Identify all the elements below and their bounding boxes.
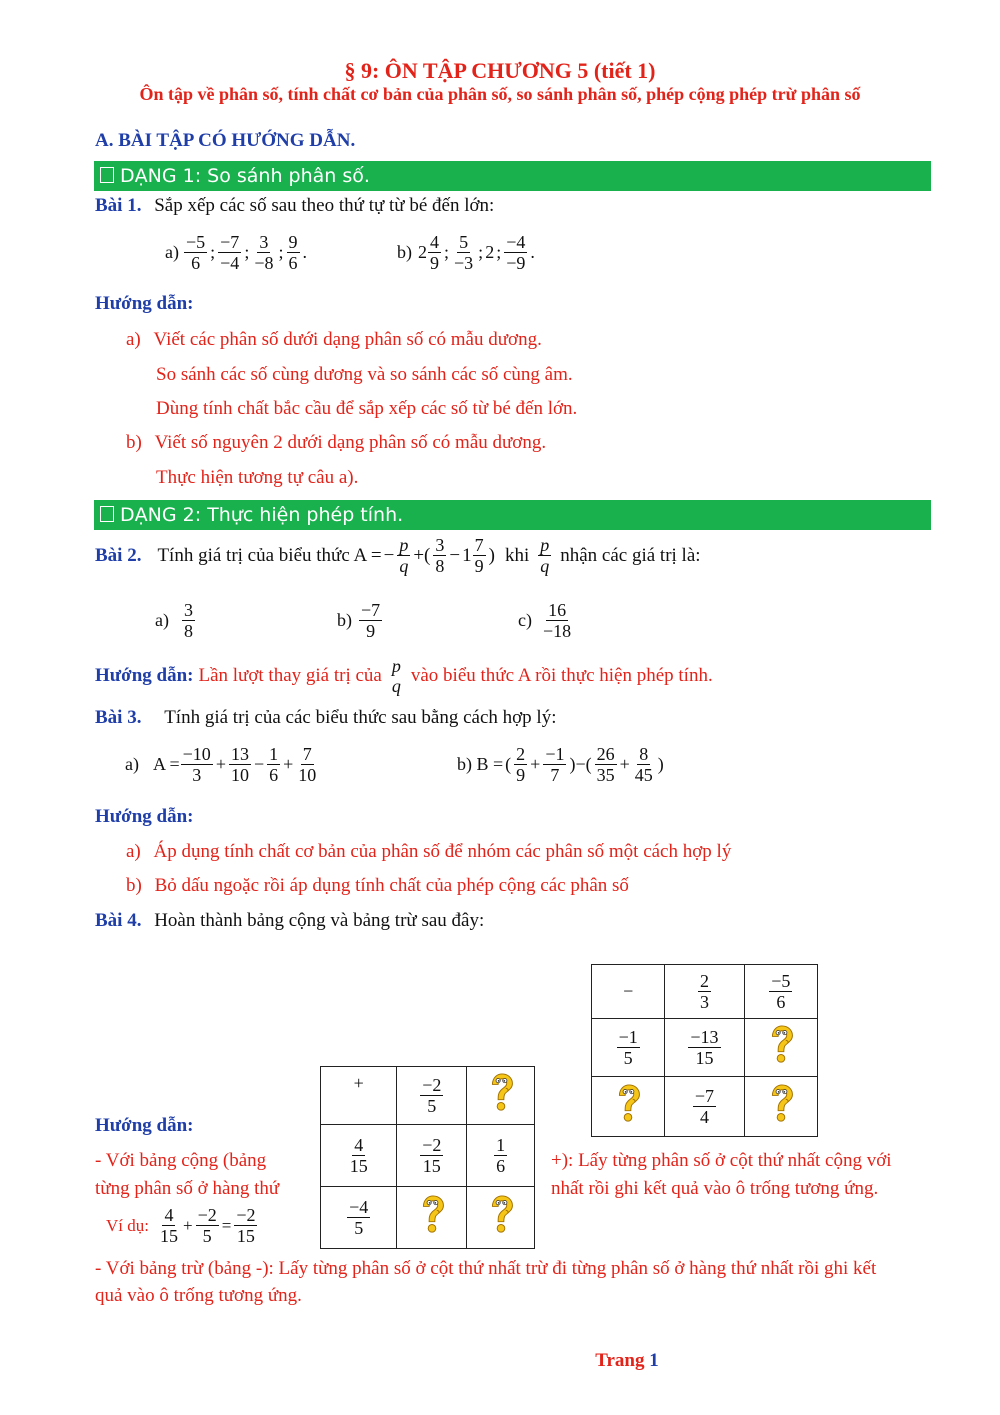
fraction: $\frac{1}{6}$: [269, 744, 279, 785]
bai3-b-expr: b) B = ( $\frac{2}{9}$ + $\frac{-1}{7}$ )−( $\frac{26}{35}$ + $\frac{8}{45}$ ): [457, 744, 664, 785]
hd1-a-label: a): [126, 329, 141, 350]
question-mark-icon: [486, 1195, 516, 1235]
hd3-a: [126, 840, 731, 864]
row-header-cell: $\frac{4}{15}$: [321, 1125, 397, 1187]
fraction: $\frac{-1}{7}$: [545, 744, 565, 785]
question-mark-icon: [613, 1084, 643, 1124]
hd3-label: Hướng dẫn:: [95, 806, 194, 827]
bai2-khi: khi: [504, 544, 530, 566]
fraction: $\frac{-2}{5}$: [197, 1205, 217, 1246]
header-cell: $\frac{2}{3}$: [665, 965, 744, 1019]
hd3-a-label: a): [126, 841, 141, 862]
fraction: $\frac{3}{8}$: [435, 535, 445, 576]
empty-cell[interactable]: [397, 1187, 467, 1249]
page-number: 1: [649, 1350, 659, 1371]
box-icon: [100, 167, 114, 183]
hd4-sub-line1: - Với bảng trừ (bảng -): Lấy từng phân số ở cột thứ nhất trừ đi từng phân số ở hàng thứ nhất rồi ghi kết: [95, 1258, 877, 1279]
fraction: $\frac{-2}{15}$: [236, 1205, 256, 1246]
subtraction-table: [591, 964, 818, 1137]
bai3-a-lhs: A =: [152, 754, 180, 774]
vidu-label: Ví dụ:: [106, 1215, 149, 1235]
bai2-tail: nhận các giá trị là:: [560, 544, 701, 566]
integer-value: 2: [485, 242, 495, 262]
fraction: $\frac{9}{6}$: [288, 232, 298, 273]
bai3-line: [95, 706, 557, 730]
bai2-opt-b: [337, 600, 383, 641]
dang2-label: DẠNG 2: Thực hiện phép tính.: [120, 504, 404, 526]
bai3-b-label: b) B =: [457, 754, 504, 774]
bai3-a-expr: a) A = $\frac{-10}{3}$ + $\frac{13}{10}$ − $\frac{1}{6}$ + $\frac{7}{10}$: [125, 744, 317, 785]
fraction: $\frac{16}{-18}$: [542, 600, 572, 641]
bai1-a-label: a): [165, 242, 179, 262]
fraction-pq: $\frac{p}{q}$: [399, 535, 409, 576]
hd4-sub-line2: quả vào ô trống tương ứng.: [95, 1285, 302, 1306]
page-footer: [0, 1350, 1000, 1372]
bai1-b-expr: b) 2 $\frac{4}{9}$ ; $\frac{5}{-3}$ ; 2 ; $\frac{-4}{-9}$ .: [397, 232, 535, 273]
hd2-line: [95, 656, 713, 696]
fraction: $\frac{7}{9}$: [474, 535, 484, 576]
mixed-whole: 2: [418, 242, 427, 262]
footer-label: Trang: [595, 1350, 645, 1371]
bai1-line: [95, 194, 494, 218]
bai2-text: Tính giá trị của biểu thức A =: [157, 544, 382, 566]
bai3-label: Bài 3.: [95, 707, 142, 728]
fraction: $\frac{3}{-8}$: [254, 232, 274, 273]
hd2-text: vào biểu thức A rồi thực hiện phép tính.: [410, 665, 713, 686]
fraction: $\frac{7}{10}$: [298, 744, 317, 785]
hd4-add-left2: từng phân số ở hàng thứ: [95, 1178, 280, 1199]
dang1-band: [94, 161, 931, 191]
result-cell: $\frac{-13}{15}$: [665, 1019, 744, 1077]
empty-cell[interactable]: [744, 1019, 817, 1077]
result-cell: $\frac{1}{6}$: [467, 1125, 535, 1187]
bai1-a-expr: a) $\frac{-5}{6}$ ; $\frac{-7}{-4}$ ; $\frac{3}{-8}$ ; $\frac{9}{6}$ .: [165, 232, 307, 273]
hd2-label: Hướng dẫn:: [95, 665, 194, 686]
empty-cell[interactable]: [592, 1077, 665, 1137]
fraction: $\frac{3}{8}$: [183, 600, 193, 641]
question-mark-icon: [417, 1195, 447, 1235]
bai4-line: [95, 909, 484, 933]
fraction: $\frac{-7}{9}$: [361, 600, 381, 641]
hd3-a-text: Áp dụng tính chất cơ bản của phân số để nhóm các phân số một cách hợp lý: [153, 841, 732, 862]
page-subtitle: Ôn tập về phân số, tính chất cơ bản của phân số, so sánh phân số, phép cộng phép trừ phân số: [139, 84, 861, 104]
fraction: $\frac{26}{35}$: [596, 744, 615, 785]
fraction: $\frac{4}{9}$: [430, 232, 439, 273]
hd1-a: [126, 328, 542, 352]
hd1-b-label: b): [126, 432, 142, 453]
bai1-b-label: b): [397, 242, 412, 262]
hd3-b-label: b): [126, 875, 142, 896]
hd1-a-line: So sánh các số cùng dương và so sánh các số cùng âm.: [156, 364, 573, 385]
fraction: $\frac{4}{15}$: [159, 1205, 178, 1246]
hd3-b: [126, 874, 629, 898]
result-cell: $\frac{-7}{4}$: [665, 1077, 744, 1137]
fraction: $\frac{2}{9}$: [516, 744, 526, 785]
bai3-text: Tính giá trị của các biểu thức sau bằng cách hợp lý:: [164, 707, 557, 728]
empty-cell[interactable]: [744, 1077, 817, 1137]
dang1-label: DẠNG 1: So sánh phân số.: [120, 165, 370, 187]
fraction-pq: $\frac{p}{q}$: [540, 535, 550, 576]
row-header-cell: $\frac{-4}{5}$: [321, 1187, 397, 1249]
hd1-a-line: Viết các phân số dưới dạng phân số có mẫu dương.: [153, 329, 542, 350]
bai2-opt-a: [155, 600, 196, 641]
opt-label: a): [155, 610, 169, 630]
op-cell: +: [321, 1067, 397, 1125]
box-icon: [100, 506, 114, 522]
bai1-label: Bài 1.: [95, 195, 142, 216]
fraction: $\frac{13}{10}$: [230, 744, 249, 785]
bai3-a-label: a): [125, 754, 139, 774]
header-cell: $\frac{-5}{6}$: [744, 965, 817, 1019]
hd1-b-line: Thực hiện tương tự câu a).: [156, 467, 359, 488]
fraction: $\frac{-10}{3}$: [182, 744, 211, 785]
bai4-label: Bài 4.: [95, 910, 142, 931]
opt-label: b): [337, 610, 352, 630]
fraction: $\frac{-7}{-4}$: [220, 232, 240, 273]
hd4-add-right2: nhất rồi ghi kết quả vào ô trống tương ứng.: [551, 1178, 879, 1199]
hd3-b-text: Bỏ dấu ngoặc rồi áp dụng tính chất của phép cộng các phân số: [154, 875, 629, 896]
hd4-label: Hướng dẫn:: [95, 1115, 194, 1136]
question-mark-icon: [486, 1073, 516, 1113]
hd1-b: [126, 431, 546, 455]
question-mark-icon: [766, 1084, 796, 1124]
fraction: $\frac{-4}{-9}$: [506, 232, 526, 273]
hd1-label: Hướng dẫn:: [95, 293, 194, 314]
fraction: $\frac{5}{-3}$: [454, 232, 474, 273]
fraction-pq: p q: [391, 656, 401, 696]
fraction: $\frac{8}{45}$: [634, 744, 653, 785]
addition-table: [320, 1066, 535, 1249]
dang2-band: [94, 500, 931, 530]
fraction: $\frac{-5}{6}$: [185, 232, 206, 273]
hd1-b-line: Viết số nguyên 2 dưới dạng phân số có mẫu dương.: [154, 432, 547, 453]
bai4-text: Hoàn thành bảng cộng và bảng trừ sau đây:: [154, 910, 485, 931]
opt-label: c): [518, 610, 532, 630]
op-cell: −: [592, 965, 665, 1019]
hd4-add-right1: +): Lấy từng phân số ở cột thứ nhất cộng với: [551, 1150, 892, 1171]
result-cell: $\frac{-2}{15}$: [397, 1125, 467, 1187]
bai2-opt-c: [518, 600, 574, 641]
bai1-text: Sắp xếp các số sau theo thứ tự từ bé đến lớn:: [154, 195, 495, 216]
hd4-add-left1: - Với bảng cộng (bảng: [95, 1150, 267, 1171]
question-mark-icon: [766, 1025, 796, 1065]
row-header-cell: $\frac{-1}{5}$: [592, 1019, 665, 1077]
bai2-line: Bài 2. Tính giá trị của biểu thức A = − $\frac{p}{q}$ +( $\frac{3}{8}$ − 1 $\frac{7}{9}$ ) khi $\frac{p}{q}$ nhận các giá trị là:: [95, 535, 701, 576]
hd4-example: Ví dụ: $\frac{4}{15}$ + $\frac{-2}{5}$ = $\frac{-2}{15}$: [106, 1205, 256, 1246]
empty-cell[interactable]: [467, 1067, 535, 1125]
page-title: § 9: ÔN TẬP CHƯƠNG 5 (tiết 1): [344, 58, 656, 83]
mixed-whole: 1: [462, 544, 472, 566]
hd2-text: Lần lượt thay giá trị của: [198, 665, 382, 686]
section-a-heading: A. BÀI TẬP CÓ HƯỚNG DẪN.: [95, 130, 356, 151]
empty-cell[interactable]: [467, 1187, 535, 1249]
header-cell: $\frac{-2}{5}$: [397, 1067, 467, 1125]
bai2-label: Bài 2.: [95, 544, 142, 566]
hd1-a-line: Dùng tính chất bắc cầu để sắp xếp các số từ bé đến lớn.: [156, 398, 578, 419]
